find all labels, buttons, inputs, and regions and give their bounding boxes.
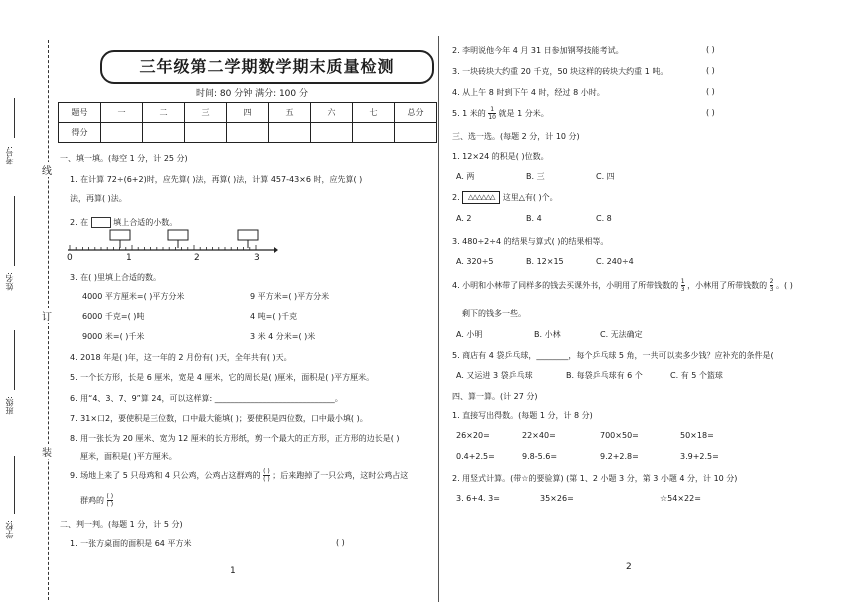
score-input-cell[interactable] — [143, 123, 185, 143]
score-input-cell[interactable] — [185, 123, 227, 143]
number-line-answer-box-3[interactable] — [238, 230, 258, 240]
choice-4-d: 剩下的钱多一些。 — [462, 309, 526, 318]
judge-5-paren[interactable]: ( ) — [706, 108, 715, 117]
score-cell: 六 — [311, 103, 353, 123]
question-1-3-item: 6000 千克=( )吨 — [82, 312, 145, 321]
choice-2-text: 这里△有( )个。 — [502, 193, 558, 202]
score-cell: 一 — [101, 103, 143, 123]
judge-2: 2. 李明说他今年 4 月 31 日参加钢琴技能考试。 — [452, 46, 624, 55]
choice-3: 3. 480÷2÷4 的结果与算式( )的结果相等。 — [452, 237, 609, 246]
question-1-4: 4. 2018 年是( )年，这一年的 2 月份有( )天，全年共有( )天。 — [70, 353, 292, 362]
calc-item[interactable]: 9.8-5.6= — [522, 452, 558, 461]
judge-4: 4. 从上午 8 时到下午 4 时，经过 8 小时。 — [452, 88, 605, 97]
side-label-kaohao: 考号: — [5, 146, 14, 165]
choice-1-option[interactable]: C. 四 — [596, 172, 615, 181]
q2-label: 2. 在 — [70, 218, 89, 227]
score-input-cell[interactable] — [395, 123, 437, 143]
question-1-3-item: 9 平方米=( )平方分米 — [250, 292, 330, 301]
fraction: $\frac{1}{3}$ — [680, 278, 685, 293]
side-label-banji: 班级: — [5, 396, 14, 415]
choice-3-option[interactable]: C. 240÷4 — [596, 257, 634, 266]
calc-item[interactable]: 700×50= — [600, 431, 639, 440]
score-input-cell[interactable] — [353, 123, 395, 143]
question-1-8b: 厘米，面积是( )平方厘米。 — [80, 452, 177, 461]
choice-4-text-b: ，小林用了所带钱数的 — [687, 281, 768, 290]
kaohao-blank[interactable] — [14, 98, 15, 138]
question-1-9c — [80, 493, 113, 508]
answer-box[interactable] — [91, 217, 111, 228]
score-cell: 二 — [143, 103, 185, 123]
side-label-zhuang: 装 — [42, 444, 52, 459]
score-cell: 七 — [353, 103, 395, 123]
calc-item[interactable]: 22×40= — [522, 431, 556, 440]
judge-1-paren[interactable]: ( ) — [336, 538, 345, 547]
judge-3-paren[interactable]: ( ) — [706, 66, 715, 75]
choice-4-text-c: 。( ) — [776, 281, 793, 290]
calc-item[interactable]: 3.9+2.5= — [680, 452, 719, 461]
score-cell: 四 — [227, 103, 269, 123]
page-divider — [438, 36, 439, 602]
choice-2-option[interactable]: A. 2 — [456, 214, 472, 223]
number-line-label: 0 — [67, 253, 73, 263]
choice-4-option[interactable]: B. 小林 — [534, 330, 561, 339]
side-label-ding: 订 — [42, 308, 52, 323]
fraction: $\frac{1}{10}$ — [488, 106, 496, 121]
section-4-heading: 四、算一算。(计 27 分) — [452, 392, 538, 401]
triangle-figure: △△△△△△ — [462, 191, 500, 204]
judge-4-paren[interactable]: ( ) — [706, 87, 715, 96]
choice-2 — [452, 191, 558, 204]
choice-4-option[interactable]: A. 小明 — [456, 330, 483, 339]
section-2-heading: 二、判一判。(每题 1 分，计 5 分) — [60, 520, 183, 529]
choice-1-option[interactable]: B. 三 — [526, 172, 545, 181]
page-title: 三年级第二学期数学期末质量检测 — [139, 57, 395, 76]
side-label-xingming: 姓名: — [5, 272, 14, 291]
score-input-cell[interactable] — [311, 123, 353, 143]
score-cell: 五 — [269, 103, 311, 123]
judge-2-paren[interactable]: ( ) — [706, 45, 715, 54]
title-box — [100, 50, 434, 84]
calc-item[interactable]: 0.4+2.5= — [456, 452, 495, 461]
number-line-answer-box-1[interactable] — [110, 230, 130, 240]
question-1-8: 8. 用一张长为 20 厘米、宽为 12 厘米的长方形纸，剪一个最大的正方形，正方形的边长是( ) — [70, 434, 400, 443]
calc-item[interactable]: 50×18= — [680, 431, 714, 440]
number-line-label: 1 — [126, 253, 132, 263]
calc-item[interactable]: 9.2+2.8= — [600, 452, 639, 461]
choice-4-option[interactable]: C. 无法确定 — [600, 330, 643, 339]
vertical-calc-item[interactable]: 35×26= — [540, 494, 574, 503]
side-label-xuexiao: 学校: — [5, 520, 14, 539]
calc-item[interactable]: 26×20= — [456, 431, 490, 440]
xuexiao-blank[interactable] — [14, 456, 15, 514]
choice-1-option[interactable]: A. 两 — [456, 172, 475, 181]
choice-3-option[interactable]: B. 12×15 — [526, 257, 564, 266]
q9-text: 9. 场地上来了 5 只母鸡和 4 只公鸡，公鸡占这群鸡的 — [70, 471, 261, 480]
choice-2-option[interactable]: B. 4 — [526, 214, 542, 223]
choice-2-label: 2. — [452, 193, 460, 202]
score-cell: 总分 — [395, 103, 437, 123]
score-table-header-row — [59, 103, 437, 123]
judge-5-text: 5. 1 米的 — [452, 109, 486, 118]
score-input-cell[interactable] — [227, 123, 269, 143]
vertical-calc-item[interactable]: ☆54×22= — [660, 494, 701, 503]
question-1-2 — [70, 217, 177, 228]
score-input-cell[interactable] — [269, 123, 311, 143]
q9-text-b: ；后来跑掉了一只公鸡，这时公鸡占这 — [272, 471, 409, 480]
choice-4-text: 4. 小明和小林带了同样多的钱去买课外书，小明用了所带钱数的 — [452, 281, 679, 290]
page-number-2: 2 — [626, 562, 632, 572]
choice-3-option[interactable]: A. 320÷5 — [456, 257, 494, 266]
judge-1: 1. 一张方桌面的面积是 64 平方米 — [70, 539, 192, 548]
side-label-xian: 线 — [42, 162, 52, 177]
vertical-calc-item[interactable]: 3. 6+4. 3= — [456, 494, 500, 503]
question-1-7: 7. 31×口2，要使积是三位数，口中最大能填( )；要使积是四位数，口中最小填( )。 — [70, 414, 368, 423]
choice-5-option[interactable]: B. 每袋乒乓球有 6 个 — [566, 371, 643, 380]
number-line-answer-box-2[interactable] — [168, 230, 188, 240]
score-cell: 题号 — [59, 103, 101, 123]
question-1-1b: 法，再算( )法。 — [70, 194, 127, 203]
judge-3: 3. 一块砖块大约重 20 千克，50 块这样的砖块大约重 1 吨。 — [452, 67, 669, 76]
choice-5: 5. 商店有 4 袋乒乓球，________，每个乒乓球 5 角，一共可以卖多少钱？应补充的条件是( — [452, 351, 774, 360]
judge-5-text-b: 就是 1 分米。 — [498, 109, 549, 118]
number-line — [68, 228, 278, 264]
question-1-5: 5. 一个长方形，长是 6 厘米，宽是 4 厘米，它的周长是( )厘米，面积是( )平方厘米。 — [70, 373, 375, 382]
number-line-label: 2 — [194, 253, 200, 263]
page-number-1: 1 — [230, 566, 236, 576]
score-cell: 得分 — [59, 123, 101, 143]
choice-5-option[interactable]: C. 有 5 个篮球 — [670, 371, 723, 380]
fraction: $\frac{2}{3}$ — [769, 278, 774, 293]
judge-5 — [452, 106, 549, 121]
choice-1: 1. 12×24 的积是( )位数。 — [452, 152, 549, 161]
choice-5-option[interactable]: A. 又运进 3 袋乒乓球 — [456, 371, 533, 380]
question-1-9 — [70, 468, 408, 483]
score-input-cell[interactable] — [101, 123, 143, 143]
banji-blank[interactable] — [14, 330, 15, 390]
question-1-6: 6. 用“4、3、7、9”算 24，可以这样算: ______________________________。 — [70, 394, 343, 403]
section-3-heading: 三、选一选。(每题 2 分，计 10 分) — [452, 132, 580, 141]
exam-meta: 时间: 80 分钟 满分: 100 分 — [196, 89, 308, 99]
question-1-3-item: 9000 米=( )千米 — [82, 332, 145, 341]
score-table — [58, 102, 437, 143]
score-cell: 三 — [185, 103, 227, 123]
question-1-3: 3. 在( )里填上合适的数。 — [70, 273, 161, 282]
calc-2-heading: 2. 用竖式计算。(带☆的要验算) (第 1、2 小题 3 分，第 3 小题 4 分，计 10 分) — [452, 474, 738, 483]
question-1-3-item: 4000 平方厘米=( )平方分米 — [82, 292, 185, 301]
fraction-blank[interactable]: $\frac{( )}{( )}$ — [263, 468, 270, 483]
calc-1-heading: 1. 直接写出得数。(每题 1 分，计 8 分) — [452, 411, 593, 420]
question-1-1: 1. 在计算 72÷(6+2)时，应先算( )法，再算( )法，计算 457-43×6 时，应先算( ) — [70, 175, 363, 184]
q9-text-c: 群鸡的 — [80, 496, 104, 505]
xingming-blank[interactable] — [14, 196, 15, 266]
number-line-label: 3 — [254, 253, 260, 263]
choice-4 — [452, 278, 793, 293]
choice-2-option[interactable]: C. 8 — [596, 214, 612, 223]
question-1-3-item: 4 吨=( )千克 — [250, 312, 298, 321]
section-1-heading: 一、填一填。(每空 1 分，计 25 分) — [60, 154, 188, 163]
fraction-blank[interactable]: $\frac{( )}{( )}$ — [106, 493, 114, 508]
q2-label-b: 填上合适的小数。 — [113, 218, 178, 227]
question-1-3-item: 3 米 4 分米=( )米 — [250, 332, 316, 341]
score-table-score-row — [59, 123, 437, 143]
